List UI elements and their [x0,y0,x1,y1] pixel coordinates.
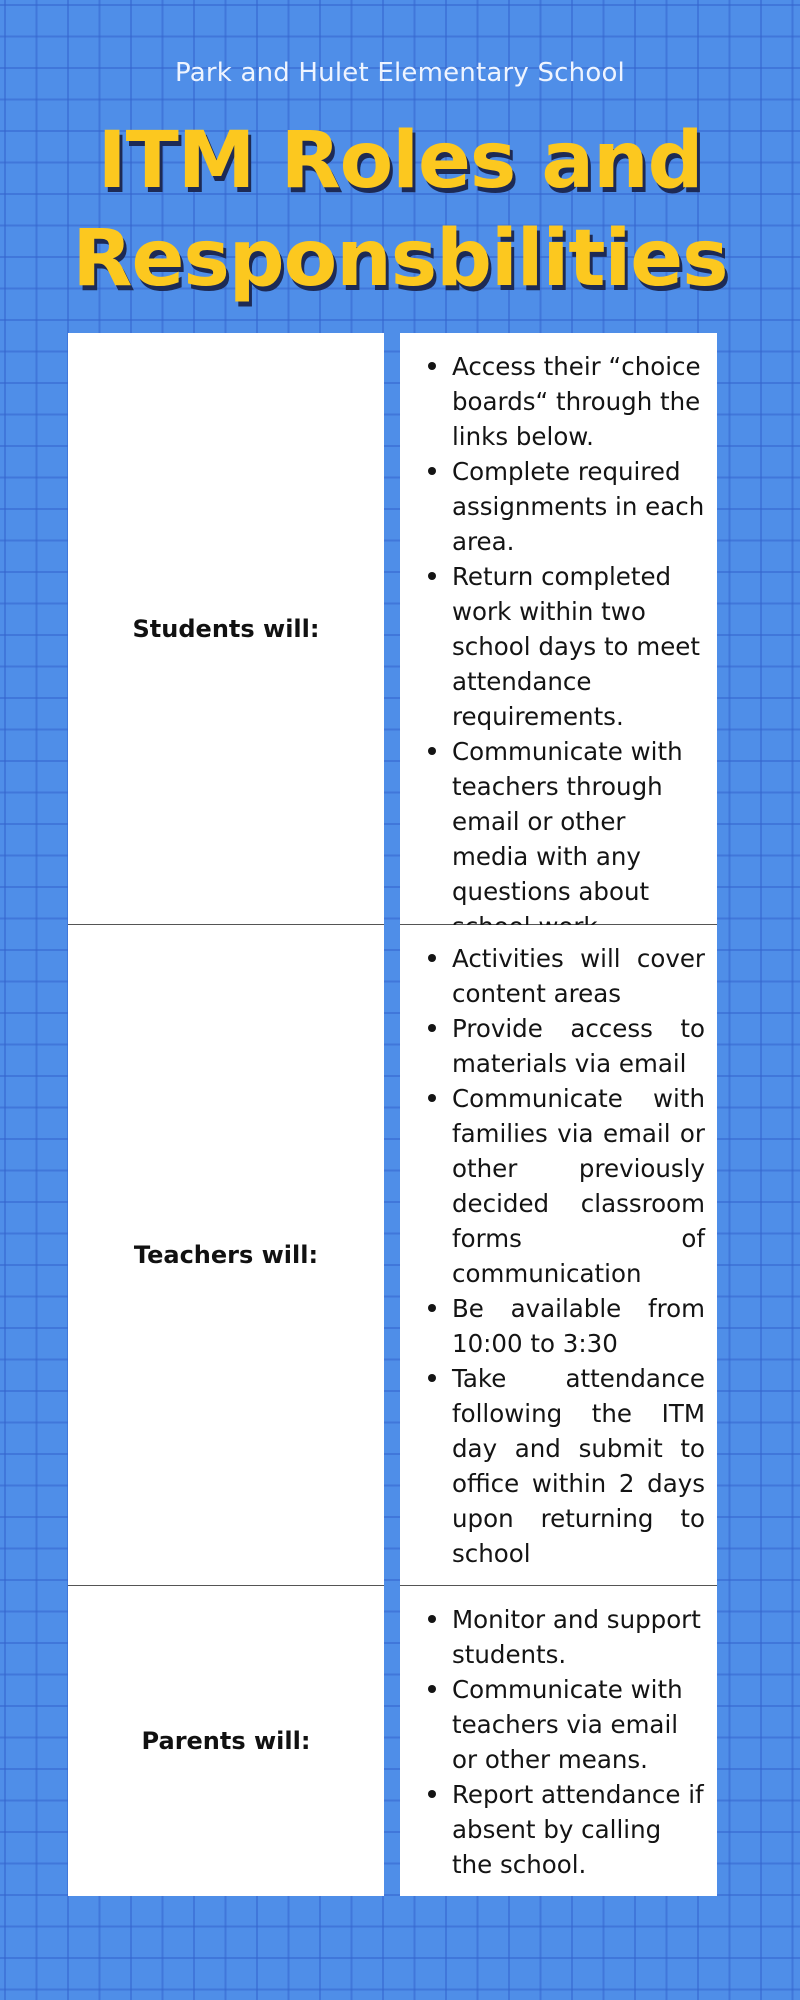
list-item: Complete required assignments in each area. [422,454,705,559]
school-name: Park and Hulet Elementary School [175,58,625,88]
students-responsibilities [400,333,717,925]
list-item: Communicate with teachers through email or other media with any questions about [422,734,705,944]
roles-table [68,333,717,1896]
list-item: Monitor and support students. [422,1602,705,1672]
teachers-responsibilities [400,925,717,1586]
list-item: Communicate with teachers via email or other means. [422,1672,705,1777]
teachers-row [68,925,717,1586]
parents-responsibilities [400,1586,717,1896]
list-item: Provide access to materials via email [422,1011,705,1081]
list-item: Report attendance if absent by calling the school. [422,1777,705,1882]
parents-row [68,1586,717,1896]
list-item: Communicate with families via email or other previously decided classroom forms of communication [422,1081,705,1291]
list-item: Take attendance following the ITM day and submit to office within 2 days upon returning to school [422,1361,705,1571]
list-item: Activities will cover content areas [422,941,705,1011]
teachers-label: Teachers will: [68,925,384,1586]
page-title [0,112,800,308]
parents-label: Parents will: [68,1586,384,1896]
list-item: Return completed work within two school days to meet attendance requirements. [422,559,705,734]
list-item: Be available from 10:00 to 3:30 [422,1291,705,1361]
students-label: Students will: [68,333,384,925]
students-row [68,333,717,925]
title-line-1: ITM Roles and [97,116,703,206]
list-item: Access their “choice boards“ through the links below. [422,349,705,454]
title-line-2: Responsbilities [72,214,728,304]
